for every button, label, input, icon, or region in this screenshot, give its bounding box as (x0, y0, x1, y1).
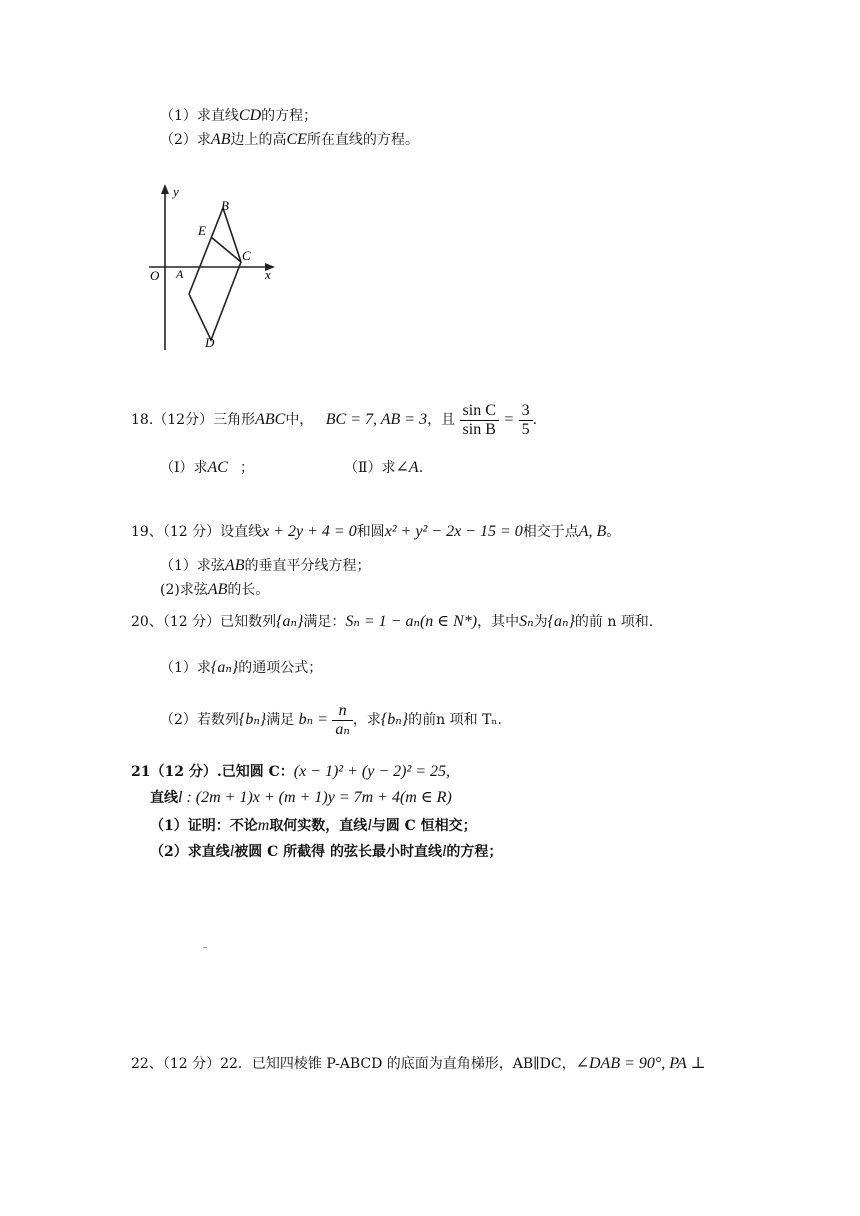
q20-part1: （1）求{aₙ}的通项公式； (160, 659, 323, 676)
q17-part2: （2）求AB边上的高CE所在直线的方程。 (160, 131, 419, 148)
fig-label-D: D (205, 335, 215, 350)
q21-part2: （2）求直线l被圆 C 所截得 的弦长最小时直线l的方程； (150, 843, 503, 860)
fig-label-x: x (265, 267, 271, 282)
fig-label-O: O (150, 268, 160, 283)
q18-part1: （Ⅰ）求AC ； (160, 459, 254, 476)
fig-label-E: E (198, 223, 206, 238)
q19-part1: （1）求弦AB的垂直平分线方程； (160, 557, 371, 574)
fig-label-y: y (173, 184, 179, 199)
q20-frac: $\frac{n}{\text{aₙ}}$ (332, 702, 352, 739)
q21-stem: 21（12 分）.已知圆 C：(x − 1)² + (y − 2)² = 25, (131, 763, 451, 780)
fig-label-A: A (176, 267, 184, 281)
q18-frac-sin: $\frac{\text{sin C}}{\text{sin B}}$ (460, 402, 499, 439)
q17-part1: （1）求直线CD的方程； (160, 107, 318, 124)
q18-frac-val: $\frac{3}{5}$ (519, 402, 533, 439)
stray-mark (203, 947, 207, 948)
q19-part2: (2)求弦AB的长。 (160, 581, 270, 598)
q17-figure (145, 182, 285, 352)
q19-stem: 19、（12 分）设直线x + 2y + 4 = 0和圆x² + y² − 2x − 15 = 0相交于点A, B。 (131, 523, 621, 540)
fig-label-C: C (242, 248, 251, 263)
q20-stem: 20、（12 分）已知数列{aₙ}满足：Sₙ = 1 − aₙ(n ∈ N*)，其中Sₙ为{aₙ}的前 n 项和. (131, 613, 654, 630)
q21-line: 直线l : (2m + 1)x + (m + 1)y = 7m + 4(m ∈ R) (150, 789, 452, 806)
q20-part2: （2）若数列{bₙ}满足 bₙ = $\frac{n}{\text{aₙ}}$ ，求{bₙ}的前n 项和 Tₙ. (160, 701, 502, 738)
q21-part1: （1）证明：不论m取何实数，直线l与圆 C 恒相交； (150, 817, 477, 834)
q18-stem: 18.（12分）三角形ABC中， BC = 7, AB = 3，且 $\frac{\text{sin C}}{\text{sin B}}$ = $\frac{3}{5}$ . (131, 401, 538, 438)
q18-part2: （Ⅱ）求∠A. (344, 459, 424, 476)
q22-stem: 22、（12 分）22．已知四棱锥 P-ABCD 的底面为直角梯形，AB∥DC，∠DAB = 90°, PA ⊥ (131, 1055, 706, 1072)
fig-label-B: B (221, 198, 229, 213)
